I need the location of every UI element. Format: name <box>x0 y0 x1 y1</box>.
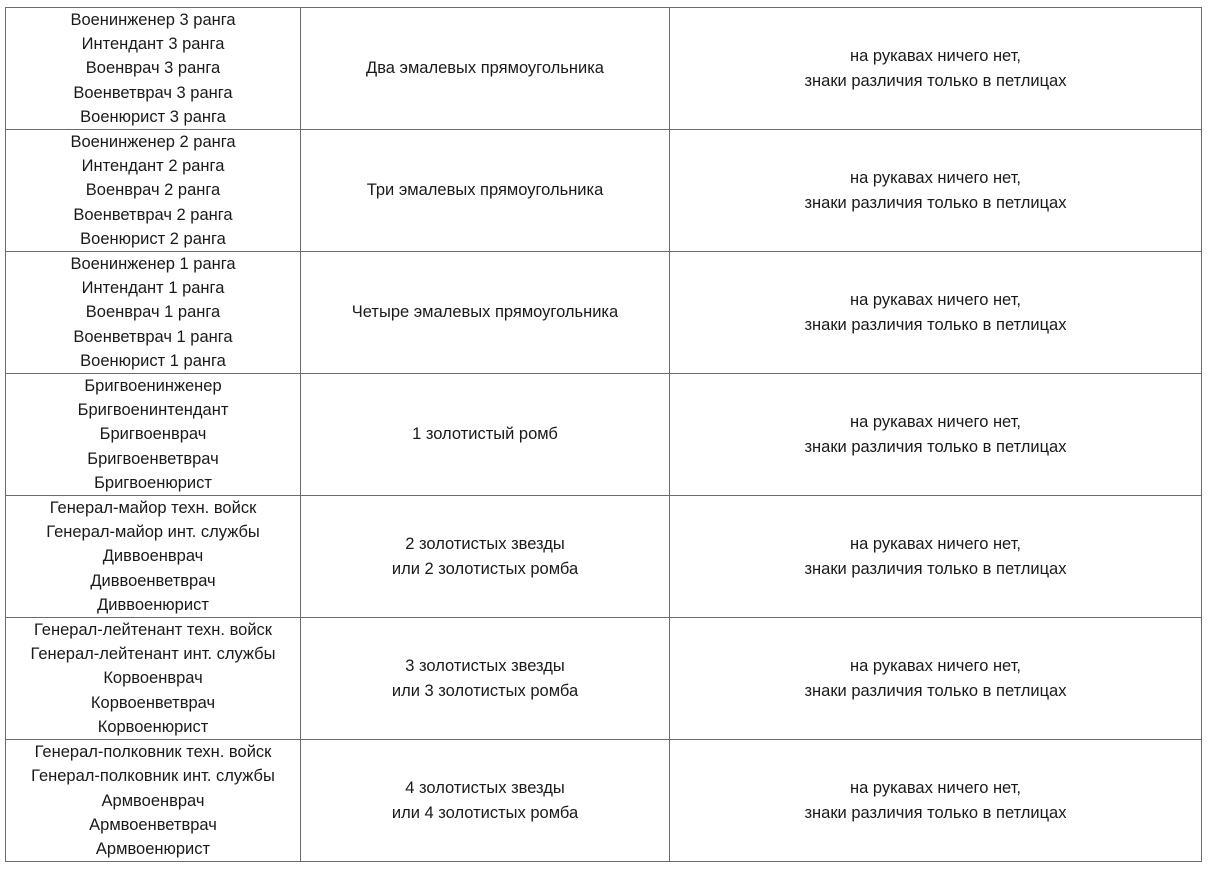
table-row <box>6 8 1202 130</box>
rank-insignia-table <box>5 7 1202 862</box>
rank-name: Бригвоенинженер <box>84 377 222 396</box>
rank-name: Генерал-майор инт. службы <box>46 523 260 542</box>
rank-name: Диввоенврач <box>102 547 204 566</box>
sleeve-insignia-text: знаки различия только в петлицах <box>804 315 1067 334</box>
sleeve-insignia-text: знаки различия только в петлицах <box>804 71 1067 90</box>
sleeve-insignia-text: на рукавах ничего нет, <box>849 535 1022 554</box>
rank-name: Военврач 1 ранга <box>85 303 221 322</box>
rank-name: Бригвоенюрист <box>94 473 212 492</box>
sleeve-insignia-cell <box>670 496 1202 618</box>
rank-name: Военинженер 3 ранга <box>70 11 236 29</box>
rank-name: Генерал-лейтенант техн. войск <box>33 621 273 640</box>
sleeve-insignia-cell <box>670 252 1202 374</box>
sleeve-insignia-text: знаки различия только в петлицах <box>804 559 1067 578</box>
sleeve-insignia-cell <box>670 618 1202 740</box>
rank-name: Военветврач 2 ранга <box>73 205 233 224</box>
rank-name: Военинженер 2 ранга <box>70 133 236 152</box>
rank-name: Бригвоенинтендант <box>77 401 229 420</box>
collar-insignia-cell <box>301 252 670 374</box>
table-row <box>6 496 1202 618</box>
collar-insignia-text: или 2 золотистых ромба <box>391 559 579 578</box>
rank-insignia-table-frame <box>5 7 1201 868</box>
rank-name: Корвоенврач <box>103 669 203 688</box>
rank-name: Диввоенюрист <box>97 595 209 614</box>
collar-insignia-cell <box>301 374 670 496</box>
sleeve-insignia-text: на рукавах ничего нет, <box>849 169 1022 188</box>
collar-insignia-cell <box>301 496 670 618</box>
table-row <box>6 618 1202 740</box>
rank-name: Генерал-майор техн. войск <box>49 499 257 518</box>
table-row <box>6 130 1202 252</box>
sleeve-insignia-text: знаки различия только в петлицах <box>804 681 1067 700</box>
collar-insignia-text: или 4 золотистых ромба <box>391 803 579 822</box>
rank-name: Военюрист 3 ранга <box>80 107 226 126</box>
rank-name: Генерал-полковник техн. войск <box>34 743 272 762</box>
rank-names-cell <box>6 8 301 130</box>
collar-insignia-text: 1 золотистый ромб <box>412 425 558 444</box>
rank-name: Интендант 3 ранга <box>81 35 225 54</box>
rank-names-cell <box>6 496 301 618</box>
sleeve-insignia-text: знаки различия только в петлицах <box>804 193 1067 212</box>
rank-names-cell <box>6 374 301 496</box>
rank-name: Военветврач 3 ранга <box>73 83 233 102</box>
rank-names-cell <box>6 618 301 740</box>
collar-insignia-cell <box>301 8 670 130</box>
rank-name: Военинженер 1 ранга <box>70 255 236 274</box>
rank-name: Военветврач 1 ранга <box>73 327 233 346</box>
sleeve-insignia-cell <box>670 374 1202 496</box>
rank-name: Военврач 3 ранга <box>85 59 221 78</box>
sleeve-insignia-text: на рукавах ничего нет, <box>849 779 1022 798</box>
collar-insignia-cell <box>301 740 670 862</box>
collar-insignia-cell <box>301 618 670 740</box>
rank-name: Интендант 2 ранга <box>81 157 225 176</box>
rank-name: Бригвоенветврач <box>87 449 219 468</box>
table-row <box>6 374 1202 496</box>
rank-name: Интендант 1 ранга <box>81 279 225 298</box>
collar-insignia-text: 3 золотистых звезды <box>405 657 565 676</box>
table-row <box>6 740 1202 862</box>
collar-insignia-text: 4 золотистых звезды <box>405 779 565 798</box>
rank-name: Корвоенюрист <box>97 717 209 736</box>
sleeve-insignia-cell <box>670 740 1202 862</box>
rank-names-cell <box>6 252 301 374</box>
rank-name: Корвоенветврач <box>90 693 216 712</box>
rank-name: Армвоенврач <box>101 791 205 810</box>
rank-name: Генерал-лейтенант инт. службы <box>30 645 276 664</box>
rank-name: Армвоенюрист <box>95 839 211 858</box>
sleeve-insignia-cell <box>670 130 1202 252</box>
rank-name: Бригвоенврач <box>99 425 207 444</box>
rank-names-cell <box>6 740 301 862</box>
rank-name: Диввоенветврач <box>90 571 216 590</box>
sleeve-insignia-text: на рукавах ничего нет, <box>849 413 1022 432</box>
table-row <box>6 252 1202 374</box>
rank-names-cell <box>6 130 301 252</box>
sleeve-insignia-text: на рукавах ничего нет, <box>849 47 1022 66</box>
collar-insignia-text: Два эмалевых прямоугольника <box>366 59 604 78</box>
sleeve-insignia-text: на рукавах ничего нет, <box>849 657 1022 676</box>
collar-insignia-text: Четыре эмалевых прямоугольника <box>351 303 619 322</box>
collar-insignia-text: или 3 золотистых ромба <box>391 681 579 700</box>
rank-name: Военврач 2 ранга <box>85 181 221 200</box>
collar-insignia-text: Три эмалевых прямоугольника <box>366 181 604 200</box>
collar-insignia-cell <box>301 130 670 252</box>
rank-name: Военюрист 2 ранга <box>80 229 226 248</box>
collar-insignia-text: 2 золотистых звезды <box>405 535 565 554</box>
sleeve-insignia-text: знаки различия только в петлицах <box>804 803 1067 822</box>
rank-name: Генерал-полковник инт. службы <box>31 767 275 786</box>
sleeve-insignia-text: знаки различия только в петлицах <box>804 437 1067 456</box>
rank-name: Военюрист 1 ранга <box>80 351 226 370</box>
rank-name: Армвоенветврач <box>89 815 217 834</box>
sleeve-insignia-text: на рукавах ничего нет, <box>849 291 1022 310</box>
sleeve-insignia-cell <box>670 8 1202 130</box>
